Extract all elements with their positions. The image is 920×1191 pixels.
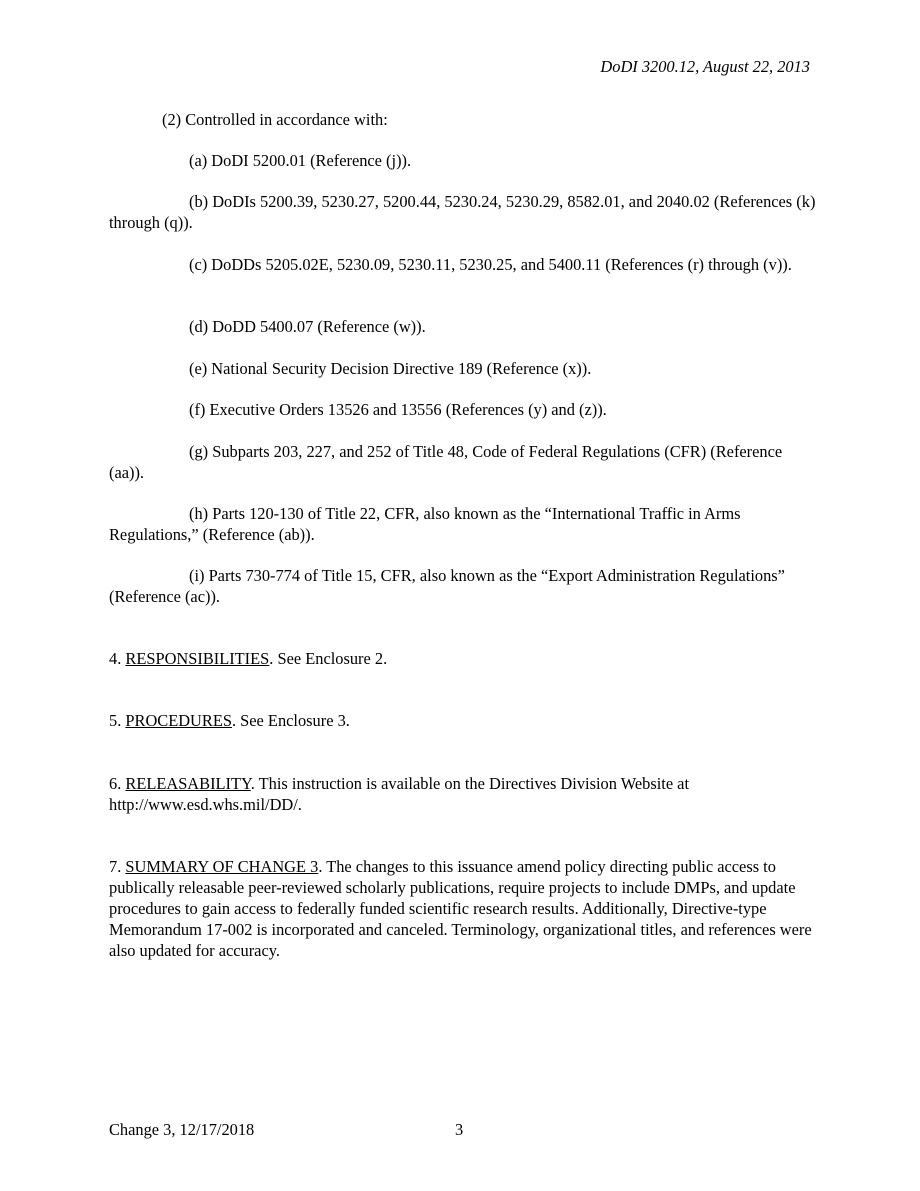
section-title: PROCEDURES	[125, 711, 232, 730]
running-header: DoDI 3200.12, August 22, 2013	[600, 57, 810, 76]
subparagraph-d: (d) DoDD 5400.07 (Reference (w)).	[189, 317, 426, 336]
section-text: . This instruction is available on the Directives Division Website at http://www.esd.whs.mil/DD/.	[109, 774, 690, 814]
subparagraph-e: (e) National Security Decision Directive 189 (Reference (x)).	[189, 359, 592, 378]
paragraph-2: (2) Controlled in accordance with:	[162, 110, 388, 129]
section-title: SUMMARY OF CHANGE 3	[125, 857, 319, 876]
subparagraph-g: (g) Subparts 203, 227, and 252 of Title 48, Code of Federal Regulations (CFR) (Reference (aa)).	[109, 442, 783, 482]
section-5-procedures	[109, 710, 819, 731]
subparagraph-c: (c) DoDDs 5205.02E, 5230.09, 5230.11, 5230.25, and 5400.11 (References (r) through (v)).	[189, 255, 792, 274]
footer-change-note: Change 3, 12/17/2018	[109, 1120, 255, 1139]
subparagraph-i: (i) Parts 730-774 of Title 15, CFR, also known as the “Export Administration Regulations” (Reference (ac)).	[109, 566, 785, 606]
subparagraph-b: (b) DoDIs 5200.39, 5230.27, 5200.44, 5230.24, 5230.29, 8582.01, and 2040.02 (References (k) through (q)).	[109, 192, 816, 232]
section-number: 6.	[109, 774, 126, 793]
subparagraph-f: (f) Executive Orders 13526 and 13556 (References (y) and (z)).	[189, 400, 607, 419]
section-title: RESPONSIBILITIES	[125, 649, 270, 668]
section-4-responsibilities	[109, 648, 819, 669]
section-text: . See Enclosure 2.	[269, 649, 388, 668]
section-text: . The changes to this issuance amend policy directing public access to publically releasable peer-reviewed scholarly publications, require projects to include DMPs, and update procedures to gain access to federally funded scientific research results. Additionally, Directive-type Memorandum 17-002 is incorporated and canceled. Terminology, organizational titles, and references were also updated for accuracy.	[109, 857, 812, 960]
section-number: 5.	[109, 711, 126, 730]
subparagraph-a: (a) DoDI 5200.01 (Reference (j)).	[189, 151, 412, 170]
section-7-summary-of-change	[109, 856, 819, 961]
section-6-releasability	[109, 773, 819, 815]
page-number: 3	[455, 1120, 464, 1139]
section-number: 4.	[109, 649, 126, 668]
section-title: RELEASABILITY	[125, 774, 251, 793]
subparagraph-h: (h) Parts 120-130 of Title 22, CFR, also known as the “International Traffic in Arms Regulations,” (Reference (ab)).	[109, 504, 741, 544]
section-number: 7.	[109, 857, 126, 876]
section-text: . See Enclosure 3.	[231, 711, 350, 730]
